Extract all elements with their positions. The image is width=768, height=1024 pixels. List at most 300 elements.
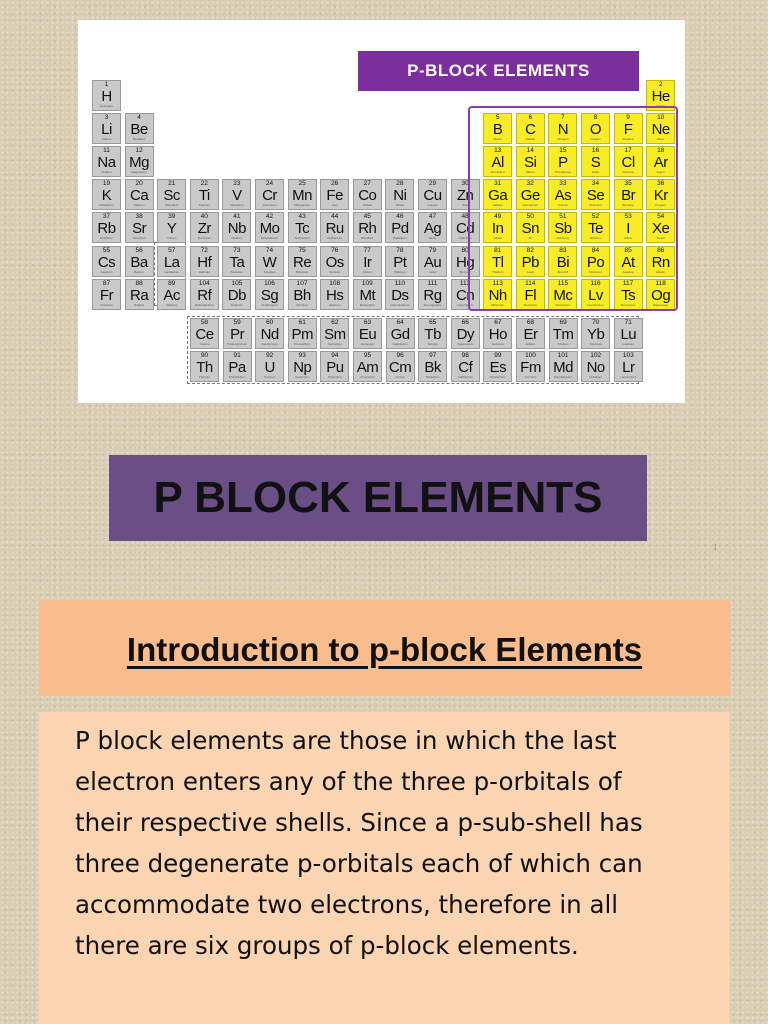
element-cell-sb (548, 212, 577, 243)
atomic-number: 94 (331, 352, 339, 359)
atomic-number: 2 (658, 81, 663, 88)
element-name: Cobalt (362, 203, 372, 208)
element-symbol: Fe (326, 187, 343, 205)
element-name: Lutetium (622, 342, 635, 346)
element-name: Germanium (522, 203, 539, 208)
element-symbol: Br (621, 187, 636, 205)
element-name: Copper (427, 203, 438, 208)
element-cell-ru (320, 212, 349, 243)
element-name: Radon (656, 269, 666, 274)
element-symbol: Yb (587, 326, 605, 343)
element-symbol: Mo (259, 220, 280, 238)
element-symbol: Rb (97, 220, 116, 238)
element-name: Indium (493, 236, 503, 241)
element-name: Flerovium (523, 302, 537, 307)
element-name: Ytterbium (589, 342, 603, 346)
element-cell-cs (92, 246, 121, 277)
atomic-number: 5 (495, 114, 500, 122)
element-cell-y (157, 212, 186, 243)
element-cell-ra (125, 279, 154, 310)
atomic-number: 18 (657, 147, 665, 155)
atomic-number: 76 (331, 246, 339, 254)
element-cell-v (222, 179, 251, 210)
element-name: Magnesium (131, 170, 147, 175)
atomic-number: 50 (526, 213, 534, 221)
element-name: Platinum (394, 269, 406, 274)
element-name: Protactinium (228, 375, 246, 379)
element-cell-w (255, 246, 284, 277)
intro-heading (39, 600, 730, 696)
element-symbol: V (232, 187, 242, 205)
element-cell-rh (353, 212, 382, 243)
element-cell-hf (190, 246, 219, 277)
element-name: Strontium (132, 236, 146, 241)
element-symbol: Mt (359, 286, 376, 304)
element-symbol: Pu (326, 359, 344, 376)
element-cell-pt (385, 246, 414, 277)
element-symbol: Pa (228, 359, 246, 376)
element-symbol: Se (586, 187, 605, 205)
atomic-number: 61 (298, 319, 306, 326)
element-name: Nitrogen (557, 137, 569, 142)
element-symbol: Y (166, 220, 177, 238)
element-cell-cm (386, 351, 415, 382)
element-cell-la (157, 246, 186, 277)
element-symbol: Pr (230, 326, 245, 343)
element-symbol: Cn (456, 286, 475, 304)
element-name: Bismuth (557, 269, 569, 274)
element-symbol: Pb (521, 253, 539, 271)
element-name: Silver (428, 236, 437, 241)
element-cell-s (581, 146, 610, 177)
element-name: Argon (656, 170, 665, 175)
element-cell-re (288, 246, 317, 277)
element-symbol: Ca (130, 187, 149, 205)
element-symbol: Bh (293, 286, 311, 304)
atomic-number: 37 (102, 213, 111, 221)
element-cell-tc (288, 212, 317, 243)
element-symbol: Tm (552, 326, 574, 343)
atomic-number: 81 (494, 246, 502, 254)
element-cell-ba (125, 246, 154, 277)
element-cell-bk (418, 351, 447, 382)
element-cell-fm (516, 351, 545, 382)
element-symbol: Os (325, 253, 344, 271)
atomic-number: 58 (200, 319, 209, 326)
element-symbol: Ra (130, 286, 149, 304)
atomic-number: 11 (103, 147, 110, 155)
element-cell-bh (288, 279, 317, 310)
element-name: Zirconium (197, 236, 211, 241)
element-symbol: Cr (262, 187, 277, 205)
atomic-number: 87 (102, 279, 111, 287)
atomic-number: 23 (233, 180, 241, 188)
element-name: Iodine (624, 236, 633, 241)
element-cell-sr (125, 212, 154, 243)
atomic-number: 57 (168, 246, 176, 254)
element-name: Arsenic (557, 203, 568, 208)
element-name: Iridium (362, 269, 372, 274)
element-symbol: K (101, 187, 112, 205)
element-symbol: Zn (456, 187, 474, 205)
atomic-number: 20 (135, 180, 143, 188)
element-cell-ce (190, 318, 219, 349)
element-cell-os (320, 246, 349, 277)
slide-number: 1 (713, 543, 718, 552)
atomic-number: 10 (657, 114, 665, 122)
element-name: Dysprosium (457, 342, 474, 346)
atomic-number: 74 (265, 246, 274, 254)
element-name: Rhodium (361, 236, 374, 241)
element-cell-zr (190, 212, 219, 243)
paragraph-line: accommodate two electrons, therefore in all (75, 890, 619, 919)
element-cell-p (548, 146, 577, 177)
atomic-number: 85 (624, 246, 632, 254)
element-symbol: Ag (423, 220, 442, 238)
element-symbol: Ni (393, 187, 407, 205)
element-name: Neon (657, 137, 665, 142)
element-name: Phosphorus (554, 170, 571, 175)
element-name: Lawrencium (620, 375, 637, 379)
periodic-table-image (78, 20, 685, 403)
atomic-number: 3 (104, 114, 109, 122)
element-cell-in (483, 212, 512, 243)
atomic-number: 72 (200, 246, 208, 254)
element-symbol: Ru (325, 220, 344, 238)
atomic-number: 46 (396, 213, 404, 221)
atomic-number: 86 (657, 246, 665, 254)
element-name: Barium (134, 269, 144, 274)
element-cell-cr (255, 179, 284, 210)
element-symbol: Ar (653, 154, 668, 172)
atomic-number: 83 (559, 246, 567, 254)
atomic-number: 6 (528, 114, 533, 122)
element-name: Rhenium (296, 269, 309, 274)
atomic-number: 75 (298, 246, 306, 254)
element-symbol: Sg (260, 286, 279, 304)
element-name: Polonium (589, 269, 602, 274)
atomic-number: 9 (626, 114, 630, 122)
element-name: Xenon (656, 236, 666, 241)
atomic-number: 67 (494, 319, 502, 326)
element-symbol: Bk (424, 359, 441, 376)
element-name: Moscovium (555, 302, 571, 307)
element-symbol: At (621, 253, 635, 271)
atomic-number: 88 (135, 279, 143, 287)
element-symbol: Cm (388, 359, 412, 376)
element-symbol: Pd (391, 220, 409, 238)
atomic-number: 96 (396, 352, 404, 359)
element-symbol: F (623, 121, 633, 139)
element-symbol: Zr (197, 220, 211, 238)
element-cell-cu (418, 179, 447, 210)
atomic-number: 98 (461, 352, 469, 359)
element-cell-pa (223, 351, 252, 382)
element-symbol: H (101, 88, 112, 105)
element-cell-th (190, 351, 219, 382)
element-cell-sm (320, 318, 349, 349)
element-symbol: Rh (358, 220, 377, 238)
atomic-number: 105 (231, 279, 243, 287)
element-name: Scandium (165, 203, 179, 208)
element-cell-cn (451, 279, 480, 310)
element-symbol: Al (491, 154, 504, 172)
atomic-number: 112 (459, 279, 471, 287)
element-name: Rutherfordium (194, 302, 214, 307)
element-symbol: I (626, 220, 630, 238)
element-cell-k (92, 179, 121, 210)
intro-paragraph (39, 712, 730, 1024)
atomic-number: 35 (624, 180, 632, 188)
atomic-number: 108 (329, 279, 341, 287)
atomic-number: 59 (233, 319, 241, 326)
element-cell-gd (386, 318, 415, 349)
atomic-number: 118 (655, 279, 666, 287)
element-cell-tl (483, 246, 512, 277)
atomic-number: 4 (137, 114, 141, 122)
element-symbol: Co (358, 187, 377, 205)
element-cell-ts (614, 279, 643, 310)
element-symbol: Kr (653, 187, 668, 205)
element-cell-mg (125, 146, 154, 177)
element-cell-pr (223, 318, 252, 349)
atomic-number: 64 (396, 319, 404, 326)
element-name: Tellurium (589, 236, 602, 241)
element-symbol: Tc (295, 220, 310, 238)
element-name: Boron (493, 137, 502, 142)
element-symbol: Na (97, 154, 116, 172)
element-name: Krypton (655, 203, 666, 208)
element-cell-rg (418, 279, 447, 310)
element-name: Roentgenium (423, 302, 442, 307)
element-name: Gallium (492, 203, 503, 208)
element-cell-n (548, 113, 577, 144)
element-symbol: Sm (324, 326, 346, 343)
element-name: Fluorine (622, 137, 634, 142)
element-symbol: Og (651, 286, 671, 304)
element-name: Mendelevium (554, 375, 573, 379)
element-name: Terbium (427, 342, 439, 346)
element-symbol: He (651, 88, 670, 105)
element-name: Holmium (491, 342, 504, 346)
atomic-number: 25 (298, 180, 306, 188)
page-title: P BLOCK ELEMENTS (109, 455, 647, 541)
element-cell-ag (418, 212, 447, 243)
atomic-number: 56 (135, 246, 143, 254)
element-symbol: Ce (195, 326, 214, 343)
element-cell-se (581, 179, 610, 210)
atomic-number: 109 (361, 279, 373, 287)
atomic-number: 73 (233, 246, 241, 254)
element-name: Livermorium (587, 302, 604, 307)
paragraph-line: three degenerate p-orbitals each of which can (75, 849, 643, 878)
element-name: Californium (457, 375, 473, 379)
element-name: Copernicium (456, 302, 474, 307)
element-symbol: Ts (621, 286, 636, 304)
element-symbol: Cu (423, 187, 442, 205)
atomic-number: 31 (494, 180, 502, 188)
element-symbol: Tb (424, 326, 441, 343)
atomic-number: 66 (461, 319, 469, 326)
element-symbol: Nb (227, 220, 246, 238)
element-name: Gold (429, 269, 436, 274)
element-symbol: Nd (260, 326, 279, 343)
element-cell-pd (385, 212, 414, 243)
element-name: Titanium (198, 203, 210, 208)
element-name: Manganese (294, 203, 310, 208)
element-symbol: N (557, 121, 569, 139)
element-name: Sodium (101, 170, 112, 175)
element-cell-te (581, 212, 610, 243)
element-name: Radium (133, 302, 145, 307)
element-cell-o (581, 113, 610, 144)
element-name: Seaborgium (261, 302, 278, 307)
element-symbol: Th (196, 359, 213, 376)
element-name: Thulium (557, 342, 569, 346)
atomic-number: 17 (624, 147, 632, 155)
element-symbol: Ba (130, 253, 148, 271)
element-cell-ta (222, 246, 251, 277)
element-cell-lv (581, 279, 610, 310)
atomic-number: 89 (168, 279, 176, 287)
atomic-number: 92 (266, 352, 274, 359)
atomic-number: 104 (198, 279, 210, 287)
element-name: Einsteinium (490, 375, 506, 379)
element-name: Samarium (328, 342, 342, 346)
element-name: Uranium (264, 375, 276, 379)
element-symbol: Nh (488, 286, 507, 304)
element-symbol: Cf (458, 359, 473, 376)
atomic-number: 27 (363, 180, 371, 188)
element-symbol: Rn (651, 253, 670, 271)
element-symbol: Tl (491, 253, 504, 271)
element-name: Tungsten (263, 269, 276, 274)
atomic-number: 106 (264, 279, 275, 287)
atomic-number: 24 (265, 180, 274, 188)
atomic-number: 43 (298, 213, 306, 221)
atomic-number: 114 (525, 279, 536, 287)
element-name: Thorium (198, 375, 210, 379)
element-name: Bohrium (296, 302, 308, 307)
element-symbol: Sb (554, 220, 572, 238)
element-cell-hs (320, 279, 349, 310)
atomic-number: 44 (331, 213, 339, 221)
element-symbol: Gd (390, 326, 410, 343)
atomic-number: 19 (102, 180, 111, 188)
element-name: Helium (656, 104, 666, 108)
element-symbol: Pt (393, 253, 407, 271)
atomic-number: 1 (104, 81, 109, 88)
atomic-number: 68 (526, 319, 535, 326)
element-symbol: S (590, 154, 601, 172)
element-cell-db (222, 279, 251, 310)
element-name: Lanthanum (164, 269, 180, 274)
element-cell-tm (549, 318, 578, 349)
element-cell-lu (614, 318, 643, 349)
element-name: Beryllium (132, 137, 146, 142)
element-name: Cadmium (458, 236, 472, 241)
element-cell-ho (483, 318, 512, 349)
element-symbol: La (163, 253, 180, 271)
element-cell-c (516, 113, 545, 144)
element-symbol: Cd (456, 220, 475, 238)
element-cell-rf (190, 279, 219, 310)
atomic-number: 82 (526, 246, 534, 254)
element-name: Oxygen (590, 137, 601, 142)
element-cell-ti (190, 179, 219, 210)
element-name: Aluminium (490, 170, 505, 175)
element-cell-fe (320, 179, 349, 210)
element-symbol: Fl (524, 286, 537, 304)
element-symbol: Li (101, 121, 112, 139)
element-symbol: Cs (97, 253, 116, 271)
element-cell-yb (581, 318, 610, 349)
element-symbol: Ds (391, 286, 409, 304)
p-block-banner: P-BLOCK ELEMENTS (358, 51, 639, 91)
element-symbol: Au (423, 253, 442, 271)
element-cell-au (418, 246, 447, 277)
element-symbol: Eu (358, 326, 377, 343)
element-name: Vanadium (230, 203, 244, 208)
element-cell-ds (385, 279, 414, 310)
element-cell-i (614, 212, 643, 243)
element-name: Hassium (328, 302, 341, 307)
atomic-number: 40 (200, 213, 208, 221)
element-name: Calcium (133, 203, 145, 208)
element-cell-li (92, 113, 121, 144)
element-symbol: Ti (198, 187, 210, 205)
element-cell-np (288, 351, 317, 382)
element-symbol: Bi (556, 253, 570, 271)
atomic-number: 115 (557, 279, 569, 287)
atomic-number: 90 (200, 352, 209, 359)
atomic-number: 51 (559, 213, 567, 221)
element-cell-no (581, 351, 610, 382)
element-cell-cf (451, 351, 480, 382)
atomic-number: 99 (494, 352, 502, 359)
element-name: Dubnium (230, 302, 243, 307)
element-cell-nh (483, 279, 512, 310)
element-name: Zinc (462, 203, 468, 208)
element-cell-he (646, 80, 675, 111)
element-cell-f (614, 113, 643, 144)
element-cell-bi (548, 246, 577, 277)
atomic-number: 101 (557, 352, 569, 359)
atomic-number: 113 (492, 279, 503, 287)
paragraph-line: their respective shells. Since a p-sub-shell has (75, 808, 643, 837)
atomic-number: 117 (622, 279, 634, 287)
atomic-number: 45 (363, 213, 371, 221)
element-name: Neodymium (261, 342, 278, 346)
element-symbol: Cl (621, 154, 635, 172)
element-symbol: Np (293, 359, 312, 376)
element-name: Berkelium (426, 375, 440, 379)
atomic-number: 41 (233, 213, 241, 221)
element-cell-na (92, 146, 121, 177)
element-name: Cerium (199, 342, 210, 346)
atomic-number: 116 (590, 279, 601, 287)
element-cell-ca (125, 179, 154, 210)
atomic-number: 8 (593, 114, 598, 122)
element-symbol: In (491, 220, 504, 238)
atomic-number: 97 (429, 352, 437, 359)
atomic-number: 36 (657, 180, 665, 188)
element-cell-mt (353, 279, 382, 310)
element-cell-dy (451, 318, 480, 349)
element-cell-ga (483, 179, 512, 210)
element-name: Mercury (459, 269, 471, 274)
element-symbol: Ge (520, 187, 540, 205)
